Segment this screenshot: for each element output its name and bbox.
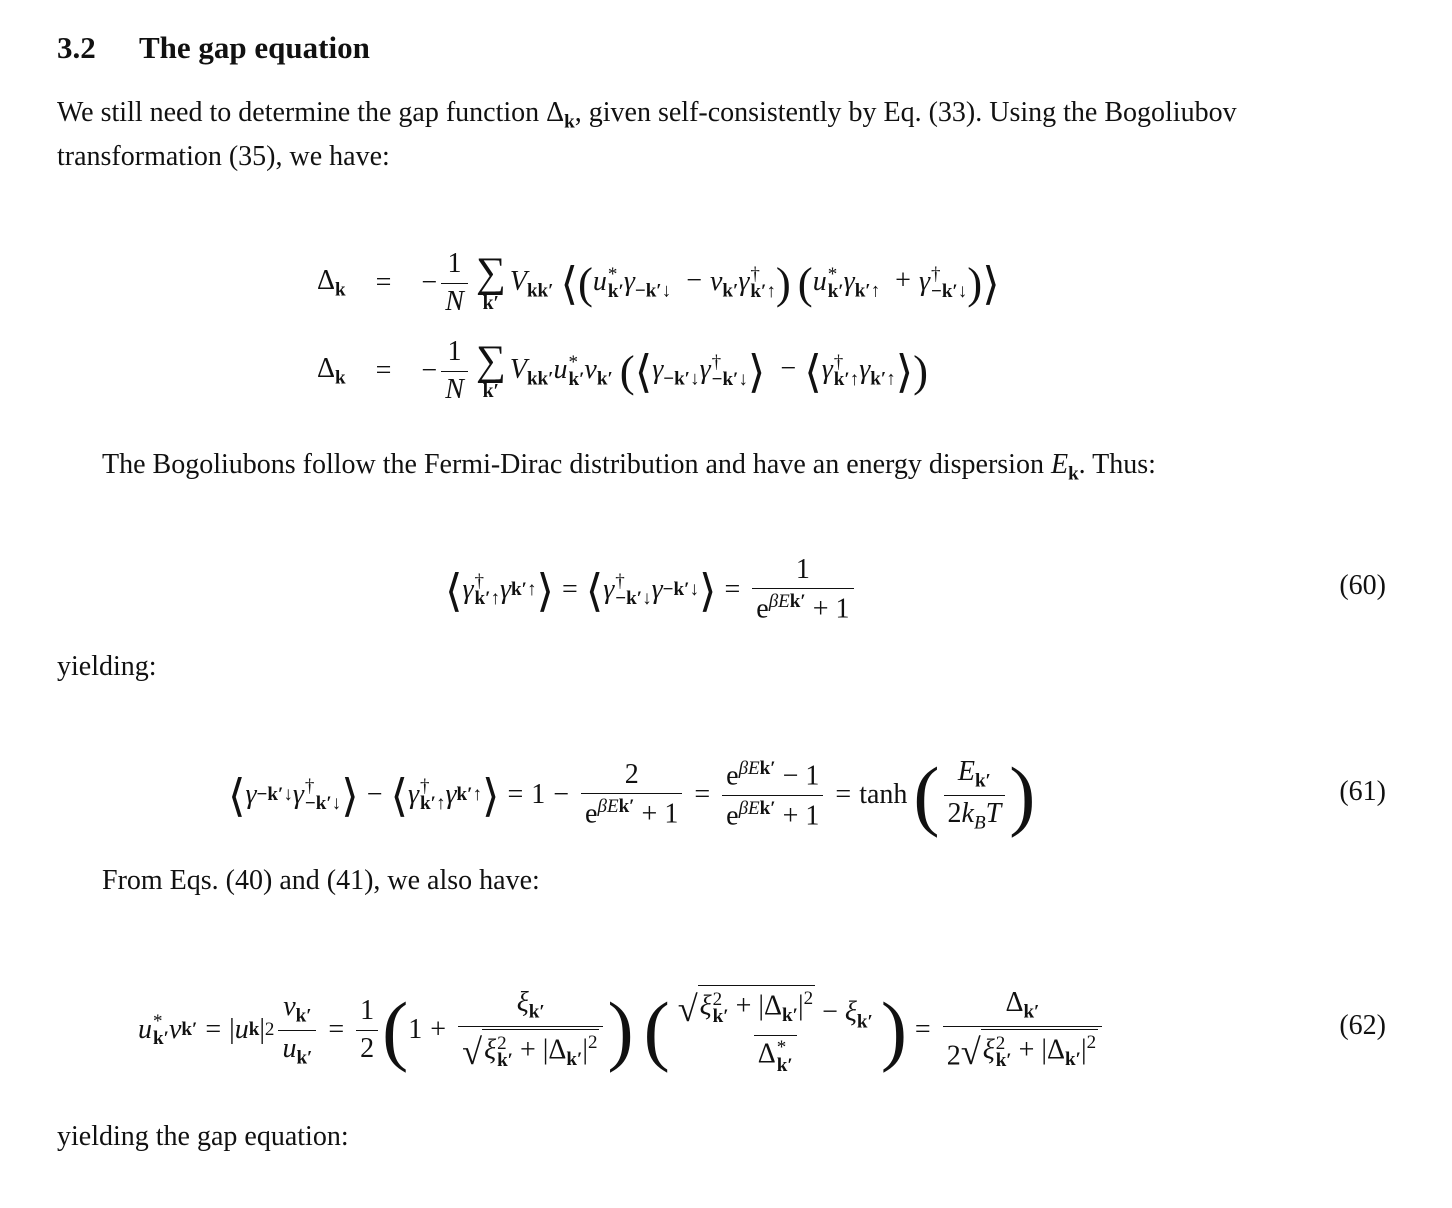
eq-b-equals: = <box>375 355 392 386</box>
eq62-half: $\frac{1}{2}$ <box>356 995 378 1064</box>
eq-b-fraction: $\frac{1}{N}$ <box>441 336 468 405</box>
section-number: 3.2 <box>57 30 96 65</box>
eq-a-fraction: $\frac{1}{N}$ <box>441 248 468 317</box>
eq62-ratio: $\frac{v_{k'}}{u_{k'}}$ <box>278 991 316 1069</box>
intro-text-rest: , given self-consistently by Eq. (33). Using the Bogoliubov <box>574 97 1237 128</box>
equation-gap-expansion <box>317 238 1000 328</box>
yielding-text: yielding: <box>57 651 157 682</box>
eq61-fraction-3: $\frac{E_{k'}}{2k_BT}$ <box>944 756 1006 834</box>
eq-a-body: $V_{kk'}$ ⟨(u * k′ $\gamma_{-k'↓} - v_{k'}\gamma$ † k′↑ ) (u * k′ $\gamma_{k'↑} + \gamma$ † −k′↓ )⟩ <box>509 257 1000 309</box>
equation-number-62: (62) <box>1339 1010 1386 1041</box>
from-eqs-paragraph: From Eqs. (40) and (41), we also have: <box>102 865 540 896</box>
eq60-fraction: $\frac{1}{e^{\beta Ek'} + 1}$ <box>752 554 853 626</box>
eq-b-lhs: $\Delta_k$ <box>317 352 346 389</box>
eq-a-equals: = <box>375 267 392 298</box>
yielding-gap-equation-text: yielding the gap equation: <box>57 1121 349 1152</box>
eq61-fraction-2: $\frac{e^{\beta Ek'} - 1}{e^{\beta Ek'} + 1}$ <box>722 758 823 832</box>
eq-b-minus: − <box>421 355 438 386</box>
equation-number-61: (61) <box>1339 776 1386 807</box>
bogoliubons-paragraph: The Bogoliubons follow the Fermi-Dirac distribution and have an energy dispersion $E_k$. Thus: <box>102 449 1156 485</box>
intro-paragraph-line2: transformation (35), we have: <box>57 141 390 172</box>
eq62-result-fraction: $\Delta_{k'}$ 2 √ ξ 2 k′ + $|\Delta_{k'}|^2$ <box>943 987 1102 1072</box>
eq62-xi-fraction: $\xi_{k'}$ √ ξ 2 k′ + $|\Delta_{k'}|^2$ <box>458 987 603 1072</box>
eq62-second-fraction: √ ξ 2 k′ + $|\Delta_{k'}|^2$ − $\xi_{k'}$ Δ * k′ <box>674 985 877 1074</box>
sum-symbol: ∑ k′ <box>475 338 506 403</box>
equation-61: ⟨ γ −k′↓ γ † −k′↓ ⟩ − ⟨ γ † k′↑ γ k′↑ ⟩ = 1 − $\frac{2}{e^{\beta Ek'} + 1}$ = $\frac{e^{\beta Ek'} - 1}{e^{\beta Ek'} + 1}$ = tanh ( $\frac{E_{k'}}{2k_BT}$ ) <box>228 750 1036 838</box>
intro-subscript: k <box>564 111 575 133</box>
tanh-function: tanh <box>859 779 908 810</box>
section-title: The gap equation <box>139 30 370 65</box>
eq-b-body: $V_{kk'}u$ * k′ $v_{k'}$ ($⟨\gamma_{-k'↓}\gamma$ † −k′↓ ⟩ − ⟨γ † k′↑ $\gamma_{k'↑}⟩$) <box>509 345 929 397</box>
eq-a-lhs: $\Delta_k$ <box>317 264 346 301</box>
intro-text: We still need to determine the gap function Δ <box>57 97 565 128</box>
section-heading <box>57 30 370 66</box>
sum-symbol: ∑ k′ <box>475 250 506 315</box>
equation-62: u * k′ v k′ = | u k | 2 $\frac{v_{k'}}{u_{k'}}$ = $\frac{1}{2}$ ( 1 + $\xi_{k'}$ √ ξ 2 k′ + $|\Delta_{k'}|^2$ ) ( √ ξ 2 k′ + $|\Delta_{k'}|^2$ − $\xi_{k'}$ Δ * k′ ) = $\Delta_{k'}$ 2 √ ξ 2 k′ + $|\Delta_{k'}|^2$ <box>138 975 1106 1085</box>
equation-number-60: (60) <box>1339 570 1386 601</box>
equation-gap-expectation <box>317 326 928 416</box>
eq61-fraction-1: $\frac{2}{e^{\beta Ek'} + 1}$ <box>581 759 682 831</box>
equation-60: ⟨ γ † k′↑ γ k′↑ ⟩ = ⟨ γ † −k′↓ γ −k′↓ ⟩ = $\frac{1}{e^{\beta Ek'} + 1}$ <box>445 548 858 632</box>
eq-a-minus: − <box>421 267 438 298</box>
